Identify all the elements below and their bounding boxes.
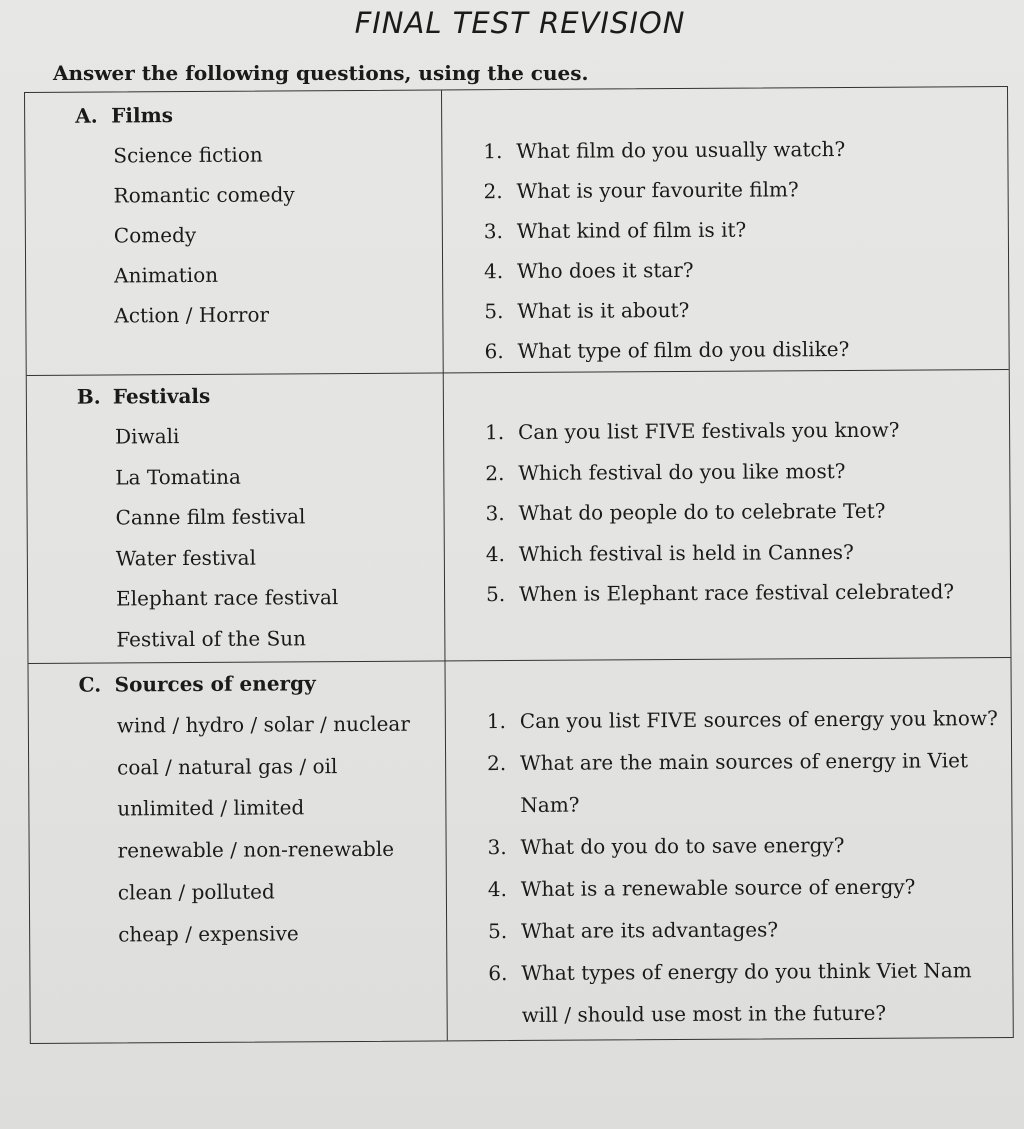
question-item [484,258,694,283]
question-number: 2. [487,751,507,776]
question-continuation: Nam? [520,792,580,817]
question-text: Can you list FIVE sources of energy you know? [519,706,998,733]
cue-item: Animation [114,262,219,288]
question-number: 1. [485,420,505,445]
question-text: What is it about? [517,297,690,323]
question-text: When is Elephant race festival celebrated? [519,579,955,606]
cue-item: cheap / expensive [118,921,299,947]
question-number: 5. [484,299,504,324]
question-continuation: will / should use most in the future? [521,1000,887,1027]
question-number: 2. [483,179,503,204]
question-item [487,748,968,775]
question-number: 4. [487,877,508,902]
question-text: What is a renewable source of energy? [520,874,916,901]
column-divider [441,90,448,1040]
section-heading [77,384,211,409]
section-films [25,87,1007,364]
question-item [484,218,747,244]
question-text: What do you do to save energy? [520,833,845,859]
instruction-text: Answer the following questions, using the cues. [53,61,589,85]
cue-item: clean / polluted [117,879,275,905]
cue-item: Science fiction [113,142,263,168]
cue-item: Elephant race festival [116,585,339,611]
section-heading [79,671,316,696]
cue-item: renewable / non-renewable [117,836,395,863]
question-number: 5. [486,582,506,607]
revision-table [24,86,1014,1044]
section-heading [75,103,173,128]
row-divider-a-b [27,369,1009,376]
question-item [486,579,954,606]
cue-item: unlimited / limited [117,795,305,821]
cue-item: Action / Horror [114,302,270,328]
question-text: What types of energy do you think Viet Nam [521,958,972,985]
cue-item: coal / natural gas / oil [117,754,338,780]
question-item [485,459,845,485]
cue-item: Comedy [113,222,197,248]
section-letter: B. [76,384,101,409]
question-item [486,540,854,566]
section-title: Films [111,103,174,128]
question-text: What type of film do you dislike? [517,336,850,363]
question-number: 6. [488,961,508,986]
question-number: 5. [488,919,508,944]
question-number: 4. [484,259,504,284]
question-item [483,137,845,163]
question-number: 1. [486,709,507,734]
question-number: 6. [484,339,504,364]
question-number: 2. [485,461,505,486]
cue-item: Canne film festival [115,504,306,530]
cue-item: Diwali [115,424,180,449]
row-divider-b-c [28,657,1010,664]
question-number: 3. [483,219,504,244]
cue-item: Romantic comedy [113,182,295,208]
section-title: Festivals [112,383,211,409]
question-item [488,833,845,859]
question-item [488,875,916,902]
question-text: What kind of film is it? [516,217,747,243]
question-number: 3. [487,835,507,860]
cue-item: La Tomatina [115,464,241,490]
section-title: Sources of energy [114,671,316,697]
question-text: Which festival is held in Cannes? [518,539,854,566]
section-letter: C. [78,672,102,697]
question-text: Who does it star? [517,257,694,283]
question-item [488,958,971,985]
question-text: Which festival do you like most? [518,458,846,485]
cue-item: wind / hydro / solar / nuclear [116,711,410,738]
question-number: 1. [483,139,503,164]
question-text: Can you list FIVE festivals you know? [518,417,900,444]
question-item [487,706,998,733]
question-item [484,298,689,323]
question-number: 3. [485,501,505,526]
question-text: What is your favourite film? [516,177,799,203]
cue-item: Festival of the Sun [116,626,307,652]
question-text: What are its advantages? [521,917,779,943]
question-text: What do people do to celebrate Tet? [518,498,886,525]
question-item [486,499,886,525]
cue-item: Water festival [115,545,257,571]
question-item [484,177,799,203]
page-title: FINAL TEST REVISION [354,6,686,40]
question-item [485,337,850,363]
question-item [485,418,899,445]
question-number: 4. [485,542,505,567]
question-text: What are the main sources of energy in Viet [520,748,969,775]
section-letter: A. [75,103,98,128]
question-item [488,917,778,943]
question-text: What film do you usually watch? [516,136,846,163]
